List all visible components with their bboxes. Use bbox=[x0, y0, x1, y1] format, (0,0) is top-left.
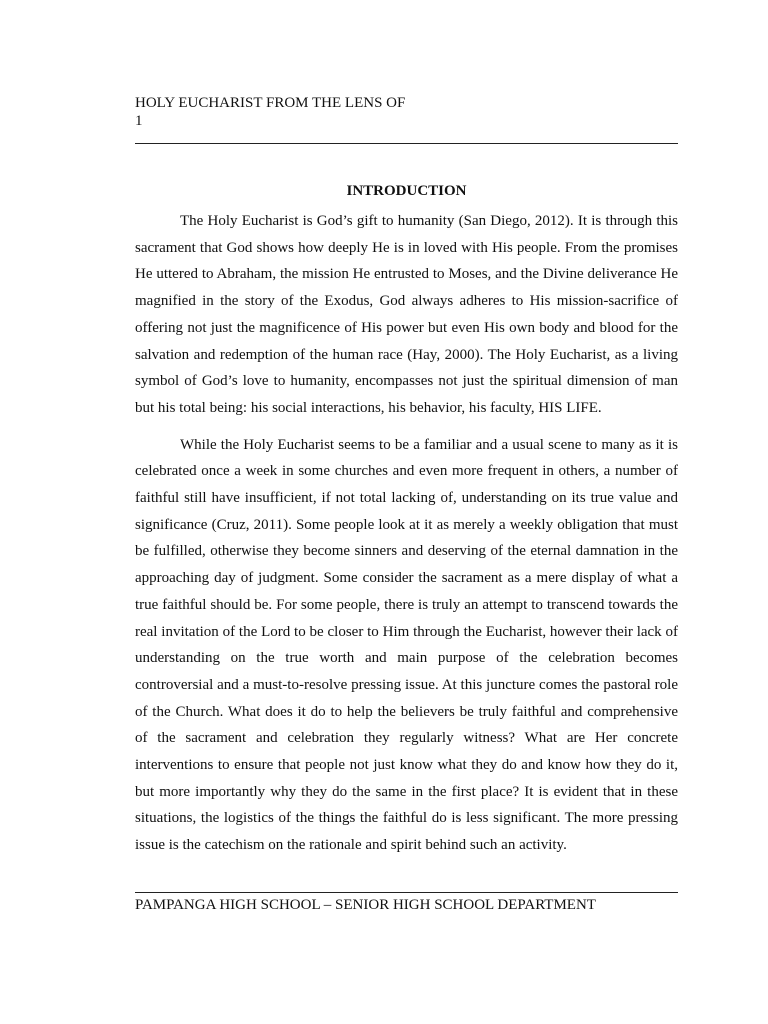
header-divider bbox=[135, 143, 678, 144]
body-paragraph: The Holy Eucharist is God’s gift to humanity (San Diego, 2012). It is through this sacrament that God shows how deeply He is in loved with His people. From the promises He uttered to Abraham, the mission He entrusted to Moses, and the Divine deliverance He magnified in the story of the Exodus, God always adheres to His mission-sacrifice of offering not just the magnificence of His power but even His own body and blood for the salvation and redemption of the human race (Hay, 2000). The Holy Eucharist, as a living symbol of God’s love to humanity, encompasses not just the spiritual dimension of man but his total being: his social interactions, his behavior, his faculty, HIS LIFE. bbox=[135, 213, 678, 416]
running-header bbox=[135, 94, 678, 130]
body-paragraph: While the Holy Eucharist seems to be a familiar and a usual scene to many as it is celebrated once a week in some churches and even more frequent in others, a number of faithful still have insufficient, if not total lacking of, understanding on its true value and significance (Cruz, 2011). Some people look at it as merely a weekly obligation that must be fulfilled, otherwise they become sinners and deserving of the eternal damnation in the approaching day of judgment. Some consider the sacrament as a mere display of what a true faithful should be. For some people, there is truly an attempt to transcend towards the real invitation of the Lord to be closer to Him through the Eucharist, however their lack of understanding on the true worth and main purpose of the celebration becomes controversial and a must-to-resolve pressing issue. At this juncture comes the pastoral role of the Church. What does it do to help the believers be truly faithful and comprehensive of the sacrament and celebration they regularly witness? What are Her concrete interventions to ensure that people not just know what they do and know how they do it, but more importantly why they do the same in the first place? It is evident that in these situations, the logistics of the things the faithful do is less significant. The more pressing issue is the catechism on the rationale and spirit behind such an activity. bbox=[135, 436, 678, 854]
section-heading: INTRODUCTION bbox=[346, 183, 467, 199]
header-title: HOLY EUCHARIST FROM THE LENS OF bbox=[135, 95, 406, 111]
page-number: 1 bbox=[135, 113, 143, 129]
running-footer: PAMPANGA HIGH SCHOOL – SENIOR HIGH SCHOOL DEPARTMENT bbox=[135, 897, 596, 913]
document-body bbox=[135, 176, 678, 869]
footer-divider bbox=[135, 892, 678, 893]
